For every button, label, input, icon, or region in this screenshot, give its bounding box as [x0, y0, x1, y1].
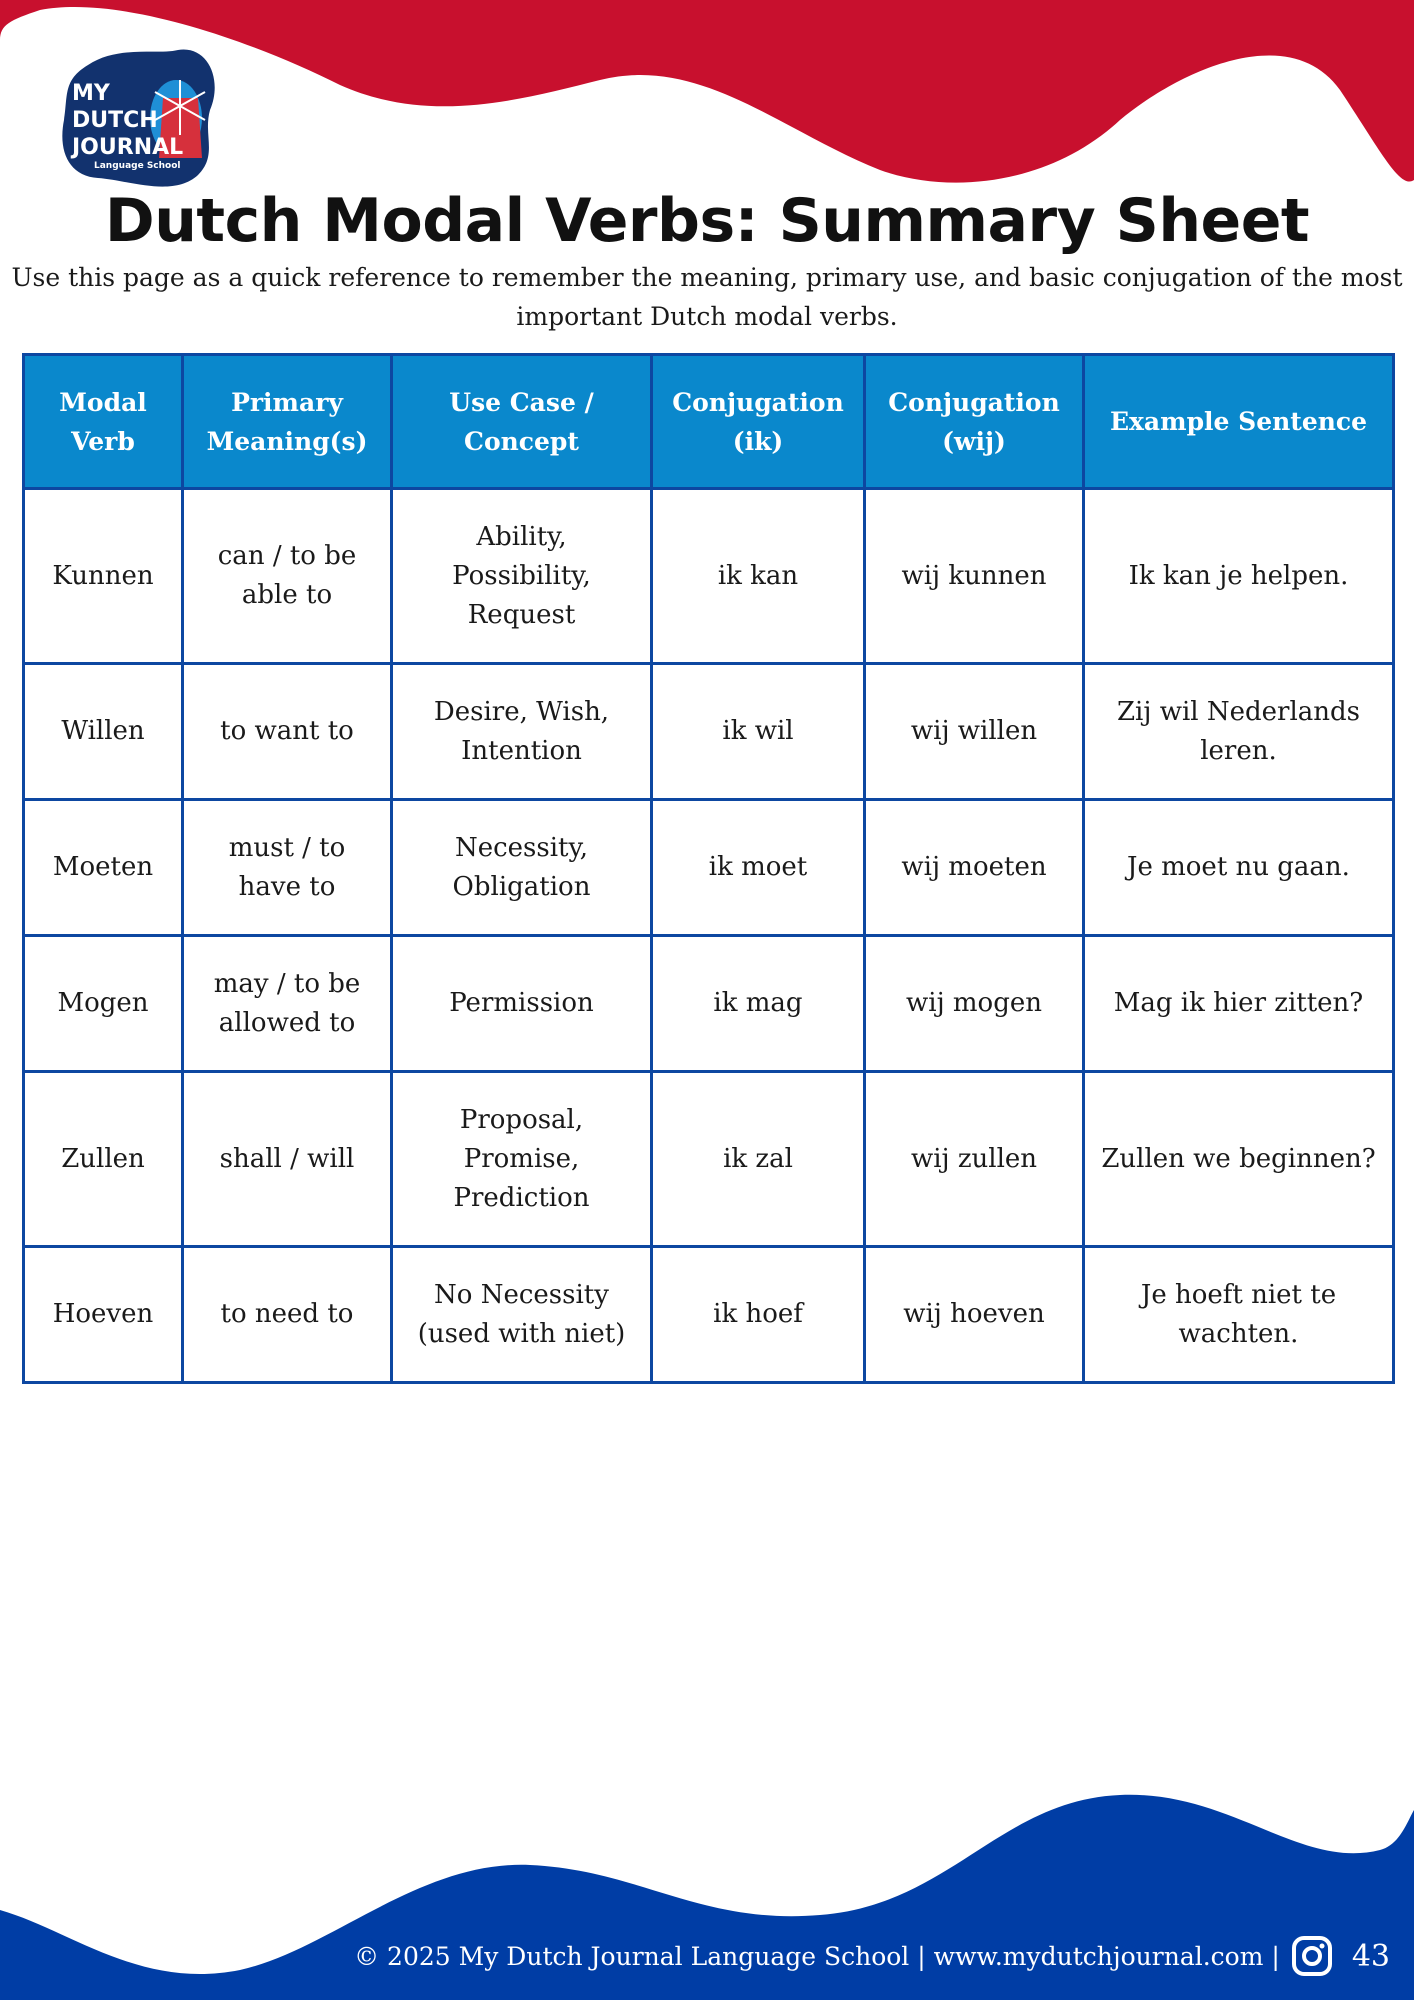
cell-conj-ik: ik hoef [652, 1247, 865, 1383]
intro-paragraph: Use this page as a quick reference to remember the meaning, primary use, and basic conjugation of the most important Dutch modal verbs. [11, 263, 1403, 331]
cell-meaning: to need to [183, 1247, 392, 1383]
cell-meaning: must / to have to [183, 800, 392, 936]
footer-copyright: © 2025 My Dutch Journal Language School | www.mydutchjournal.com | [354, 1941, 1280, 1971]
header-primary-meaning: Primary Meaning(s) [183, 355, 392, 489]
cell-use-case: Ability, Possibility, Request [392, 489, 652, 664]
cell-conj-ik: ik mag [652, 936, 865, 1072]
cell-use-case: Permission [392, 936, 652, 1072]
table-row [24, 664, 1394, 800]
header-use-case: Use Case / Concept [392, 355, 652, 489]
cell-example: Zij wil Nederlands leren. [1084, 664, 1394, 800]
header-conjugation-wij: Conjugation (wij) [865, 355, 1084, 489]
cell-verb: Moeten [24, 800, 183, 936]
table-row [24, 800, 1394, 936]
cell-conj-ik: ik wil [652, 664, 865, 800]
cell-conj-wij: wij mogen [865, 936, 1084, 1072]
cell-example: Ik kan je helpen. [1084, 489, 1394, 664]
modal-verbs-table [22, 353, 1395, 1384]
cell-meaning: to want to [183, 664, 392, 800]
cell-conj-wij: wij zullen [865, 1072, 1084, 1247]
table-row [24, 936, 1394, 1072]
cell-conj-ik: ik kan [652, 489, 865, 664]
cell-example: Je hoeft niet te wachten. [1084, 1247, 1394, 1383]
page-number: 43 [1351, 1938, 1390, 1974]
cell-conj-wij: wij hoeven [865, 1247, 1084, 1383]
table-row [24, 1072, 1394, 1247]
page-title: Dutch Modal Verbs: Summary Sheet [104, 186, 1310, 256]
cell-meaning: can / to be able to [183, 489, 392, 664]
footer [0, 1926, 1390, 1986]
cell-meaning: shall / will [183, 1072, 392, 1247]
table-row [24, 1247, 1394, 1383]
svg-text:Language School: Language School [94, 161, 181, 171]
header-example-sentence: Example Sentence [1084, 355, 1394, 489]
logo [58, 40, 218, 190]
cell-verb: Mogen [24, 936, 183, 1072]
table-header-row [24, 355, 1394, 489]
svg-text:DUTCH: DUTCH [72, 108, 158, 133]
header-conjugation-ik: Conjugation (ik) [652, 355, 865, 489]
cell-use-case: Proposal, Promise, Prediction [392, 1072, 652, 1247]
cell-example: Je moet nu gaan. [1084, 800, 1394, 936]
cell-conj-wij: wij moeten [865, 800, 1084, 936]
cell-use-case: Necessity, Obligation [392, 800, 652, 936]
cell-example: Zullen we beginnen? [1084, 1072, 1394, 1247]
svg-text:MY: MY [72, 81, 110, 106]
cell-meaning: may / to be allowed to [183, 936, 392, 1072]
svg-text:JOURNAL: JOURNAL [72, 135, 184, 160]
cell-conj-wij: wij willen [865, 664, 1084, 800]
cell-conj-ik: ik zal [652, 1072, 865, 1247]
cell-verb: Zullen [24, 1072, 183, 1247]
cell-example: Mag ik hier zitten? [1084, 936, 1394, 1072]
table-row [24, 489, 1394, 664]
cell-verb: Hoeven [24, 1247, 183, 1383]
header-modal-verb: Modal Verb [24, 355, 183, 489]
cell-conj-wij: wij kunnen [865, 489, 1084, 664]
cell-conj-ik: ik moet [652, 800, 865, 936]
cell-use-case: Desire, Wish, Intention [392, 664, 652, 800]
instagram-icon[interactable] [1290, 1934, 1334, 1978]
cell-verb: Kunnen [24, 489, 183, 664]
cell-use-case: No Necessity (used with niet) [392, 1247, 652, 1383]
cell-verb: Willen [24, 664, 183, 800]
